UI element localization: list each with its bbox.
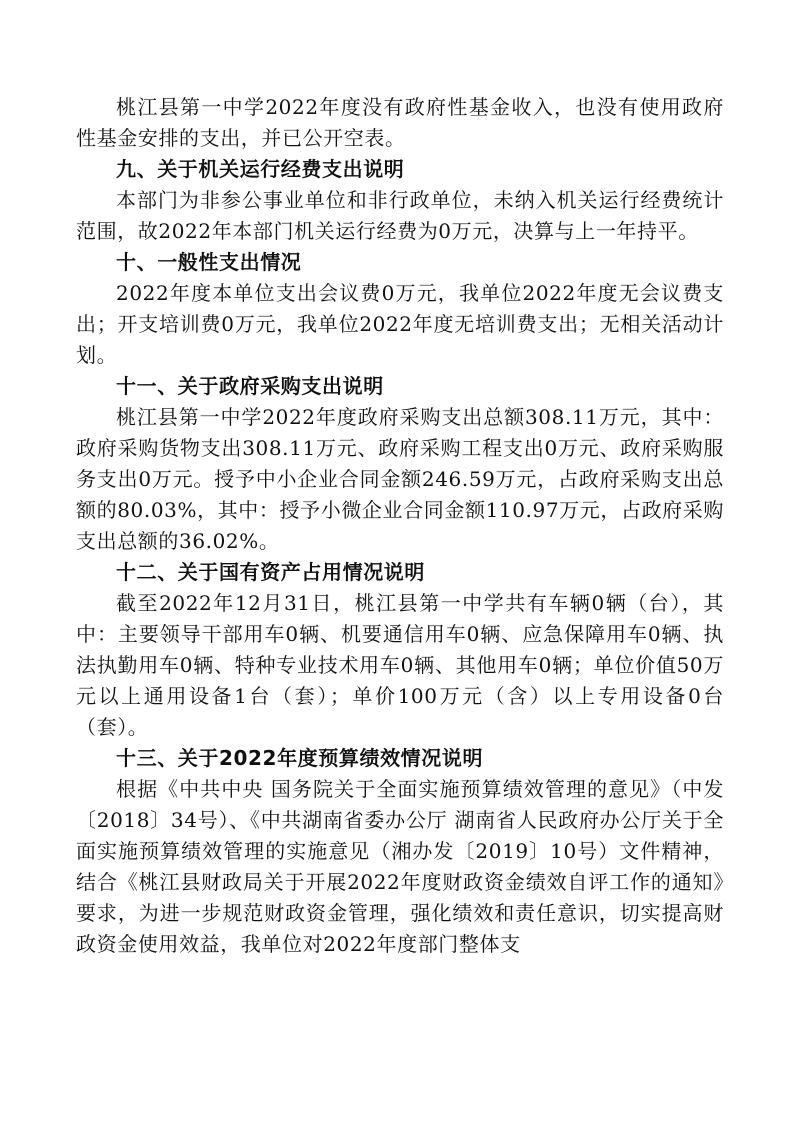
heading-11-procurement: 十一、关于政府采购支出说明 <box>116 374 384 398</box>
para-performance: 根据《中共中央 国务院关于全面实施预算绩效管理的意见》（中发〔2018〕34号）、《中共湖南省委办公厅 湖南省人民政府办公厅关于全面实施预算绩效管理的实施意见（湘办发〔2019〕10号）文件精神，结合《桃江县财政局关于开展2022年度财政资金绩效自评工作的通知》要求，为进一步规范财政资金管理，强化绩效和责任意识，切实提高财政资金使用效益，我单位对2022年度部门整体支 <box>76 777 724 956</box>
heading-10-general-expenses: 十、一般性支出情况 <box>116 250 302 274</box>
para-procurement: 桃江县第一中学2022年度政府采购支出总额308.11万元，其中：政府采购货物支出308.11万元、政府采购工程支出0万元、政府采购服务支出0万元。授予中小企业合同金额246.59万元，占政府采购支出总额的80.03%，其中：授予小微企业合同金额110.97万元，占政府采购支出总额的36.02%。 <box>76 405 724 553</box>
heading-13-performance: 十三、关于2022年度预算绩效情况说明 <box>116 746 484 770</box>
para-state-assets: 截至2022年12月31日，桃江县第一中学共有车辆0辆（台），其中：主要领导干部用车0辆、机要通信用车0辆、应急保障用车0辆、执法执勤用车0辆、特种专业技术用车0辆、其他用车0辆；单位价值50万元以上通用设备1台（套）；单价100万元（含）以上专用设备0台（套）。 <box>76 591 724 739</box>
para-general-expenses: 2022年度本单位支出会议费0万元，我单位2022年度无会议费支出；开支培训费0万元，我单位2022年度无培训费支出；无相关活动计划。 <box>76 281 724 367</box>
heading-9-operating-expenses: 九、关于机关运行经费支出说明 <box>116 157 405 181</box>
para-operating-expenses: 本部门为非参公事业单位和非行政单位，未纳入机关运行经费统计范围，故2022年本部门机关运行经费为0万元，决算与上一年持平。 <box>76 188 724 243</box>
para-fund-budget: 桃江县第一中学2022年度没有政府性基金收入，也没有使用政府性基金安排的支出，并已公开空表。 <box>76 95 724 150</box>
heading-12-state-assets: 十二、关于国有资产占用情况说明 <box>116 560 425 584</box>
document-body <box>76 92 724 960</box>
